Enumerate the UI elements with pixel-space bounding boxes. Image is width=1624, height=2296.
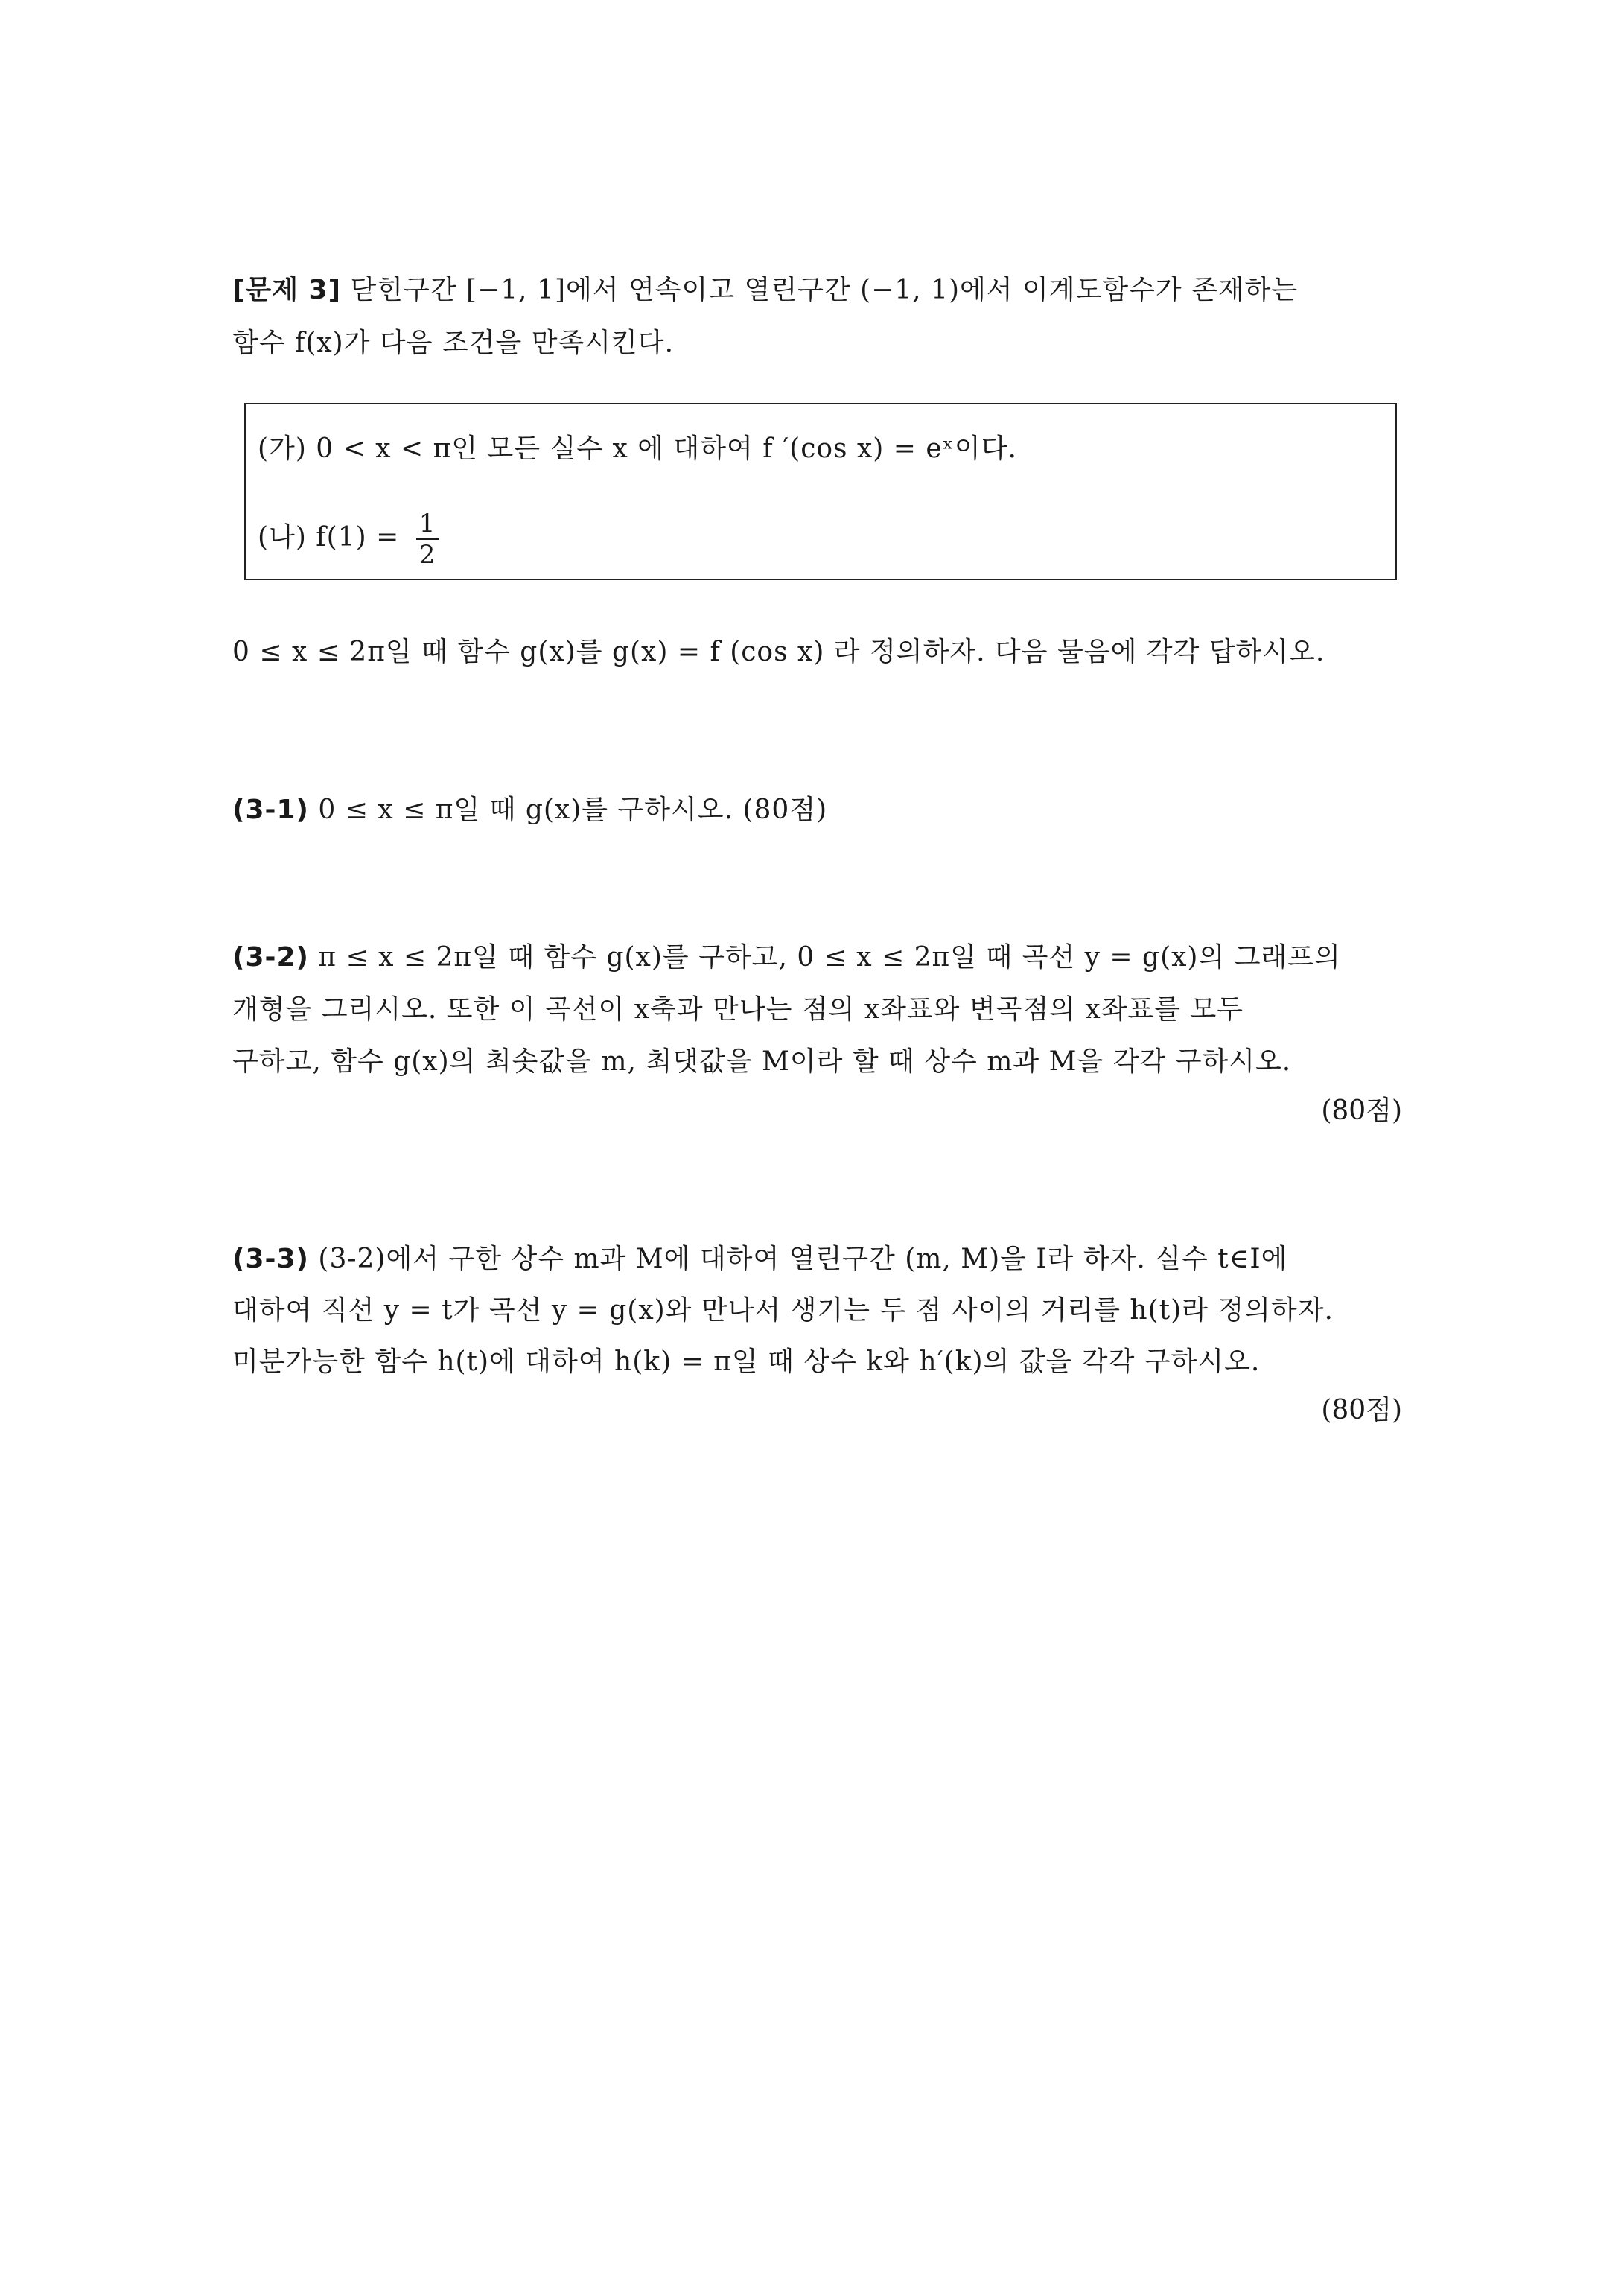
- conditions-box: [244, 403, 1397, 580]
- problem-intro-line-1: [232, 273, 1298, 308]
- problem-intro-line-2: 함수 f(x)가 다음 조건을 만족시킨다.: [232, 328, 675, 358]
- question-3-1-text: 0 ≤ x ≤ π일 때 g(x)를 구하시오. (80점): [318, 795, 828, 825]
- definition-line: 0 ≤ x ≤ 2π일 때 함수 g(x)를 g(x) = f (cos x) 라 정의하자. 다음 물음에 각각 답하시오.: [232, 637, 1325, 667]
- question-3-1: [232, 792, 827, 828]
- question-3-3-line-2: 대하여 직선 y = t가 곡선 y = g(x)와 만나서 생기는 두 점 사이의 거리를 h(t)라 정의하자.: [232, 1295, 1334, 1326]
- fraction-denominator: 2: [418, 540, 436, 570]
- problem-intro-text-1: 닫힌구간 [−1, 1]에서 연속이고 열린구간 (−1, 1)에서 이계도함수가 존재하는: [350, 275, 1299, 305]
- question-3-3-line-1: [232, 1241, 1287, 1277]
- question-3-1-label: (3-1): [232, 795, 309, 825]
- condition-b: [258, 509, 439, 570]
- question-3-3-line-3: 미분가능한 함수 h(t)에 대하여 h(k) = π일 때 상수 k와 h′(k)의 값을 각각 구하시오.: [232, 1346, 1261, 1377]
- question-3-2-line-3: 구하고, 함수 g(x)의 최솟값을 m, 최댓값을 M이라 할 때 상수 m과 M을 각각 구하시오.: [232, 1046, 1292, 1077]
- question-3-3-points: (80점): [1321, 1395, 1402, 1425]
- condition-b-prefix: (나) f(1) =: [258, 522, 400, 553]
- question-3-2-line-2: 개형을 그리시오. 또한 이 곡선이 x축과 만나는 점의 x좌표와 변곡점의 x좌표를 모두: [232, 994, 1244, 1025]
- fraction-one-half: [416, 509, 439, 570]
- question-3-2-line-1: [232, 940, 1341, 976]
- question-3-3-text-1: (3-2)에서 구한 상수 m과 M에 대하여 열린구간 (m, M)을 I라 하자. 실수 t∈I에: [318, 1244, 1288, 1274]
- condition-a: (가) 0 < x < π인 모든 실수 x 에 대하여 f ′(cos x) = eˣ이다.: [258, 433, 1017, 464]
- fraction-numerator: 1: [416, 509, 439, 540]
- problem-label: [문제 3]: [232, 275, 342, 305]
- question-3-2-text-1: π ≤ x ≤ 2π일 때 함수 g(x)를 구하고, 0 ≤ x ≤ 2π일 때 곡선 y = g(x)의 그래프의: [318, 942, 1341, 973]
- question-3-2-label: (3-2): [232, 942, 309, 973]
- question-3-3-label: (3-3): [232, 1244, 309, 1274]
- question-3-2-points: (80점): [1321, 1095, 1402, 1126]
